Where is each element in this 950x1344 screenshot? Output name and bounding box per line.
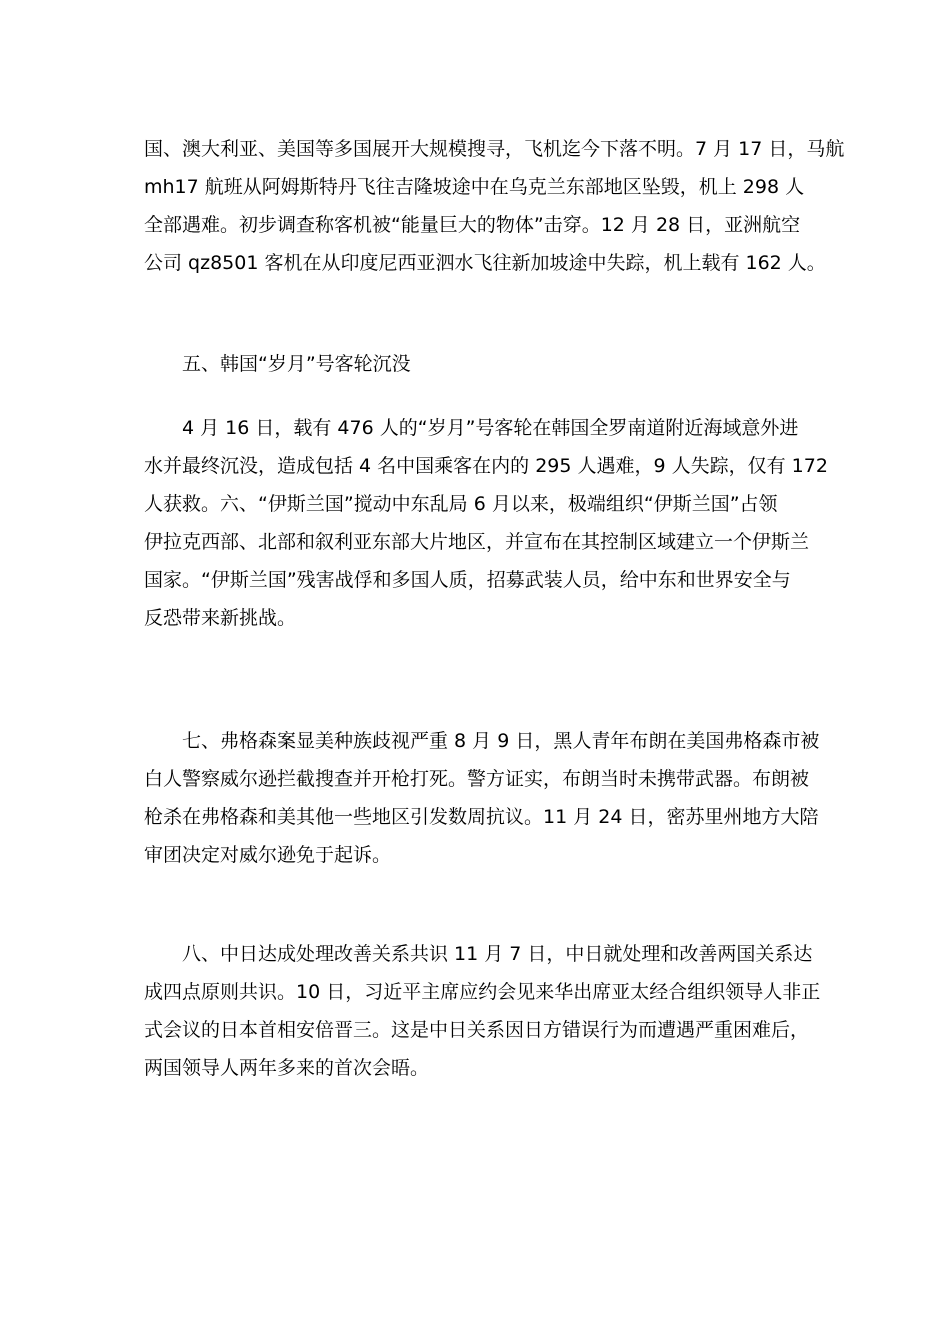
text-line: 全部遇难。初步调查称客机被“能量巨大的物体”击穿。12 月 28 日，亚洲航空 — [144, 214, 801, 236]
text-line: 白人警察威尔逊拦截搜查并开枪打死。警方证实，布朗当时未携带武器。布朗被 — [144, 768, 810, 790]
paragraph-ferguson — [144, 722, 820, 874]
text-line: 人获救。六、“伊斯兰国”搅动中东乱局 6 月以来，极端组织“伊斯兰国”占领 — [144, 493, 778, 515]
text-line: 五、韩国“岁月”号客轮沉没 — [182, 353, 411, 375]
text-line: mh17 航班从阿姆斯特丹飞往吉隆坡途中在乌克兰东部地区坠毁，机上 298 人 — [144, 176, 805, 198]
text-line: 成四点原则共识。10 日，习近平主席应约会见来华出席亚太经合组织领导人非正 — [144, 981, 821, 1003]
text-line: 审团决定对威尔逊免于起诉。 — [144, 844, 392, 866]
text-line: 式会议的日本首相安倍晋三。这是中日关系因日方错误行为而遭遇严重困难后， — [144, 1019, 810, 1041]
text-line: 公司 qz8501 客机在从印度尼西亚泗水飞往新加坡途中失踪，机上载有 162 人。 — [144, 252, 826, 274]
text-line: 4 月 16 日，载有 476 人的“岁月”号客轮在韩国全罗南道附近海域意外进 — [182, 417, 799, 439]
text-line: 枪杀在弗格森和美其他一些地区引发数周抗议。11 月 24 日，密苏里州地方大陪 — [144, 806, 819, 828]
paragraph-china-japan — [144, 935, 821, 1087]
text-line: 国、澳大利亚、美国等多国展开大规模搜寻，飞机迄今下落不明。7 月 17 日，马航 — [144, 138, 845, 160]
text-line: 水并最终沉没，造成包括 4 名中国乘客在内的 295 人遇难，9 人失踪，仅有 172 — [144, 455, 828, 477]
paragraph-sewol-and-isis — [144, 409, 828, 637]
text-line: 两国领导人两年多来的首次会晤。 — [144, 1057, 430, 1079]
text-line: 反恐带来新挑战。 — [144, 607, 297, 629]
text-line: 七、弗格森案显美种族歧视严重 8 月 9 日，黑人青年布朗在美国弗格森市被 — [182, 730, 820, 752]
text-line: 国家。“伊斯兰国”残害战俘和多国人质，招募武装人员，给中东和世界安全与 — [144, 569, 791, 591]
paragraph-flight-incidents — [144, 130, 845, 282]
heading-sewol-ferry — [144, 345, 814, 383]
text-line: 伊拉克西部、北部和叙利亚东部大片地区，并宣布在其控制区域建立一个伊斯兰 — [144, 531, 810, 553]
text-line: 八、中日达成处理改善关系共识 11 月 7 日，中日就处理和改善两国关系达 — [182, 943, 813, 965]
